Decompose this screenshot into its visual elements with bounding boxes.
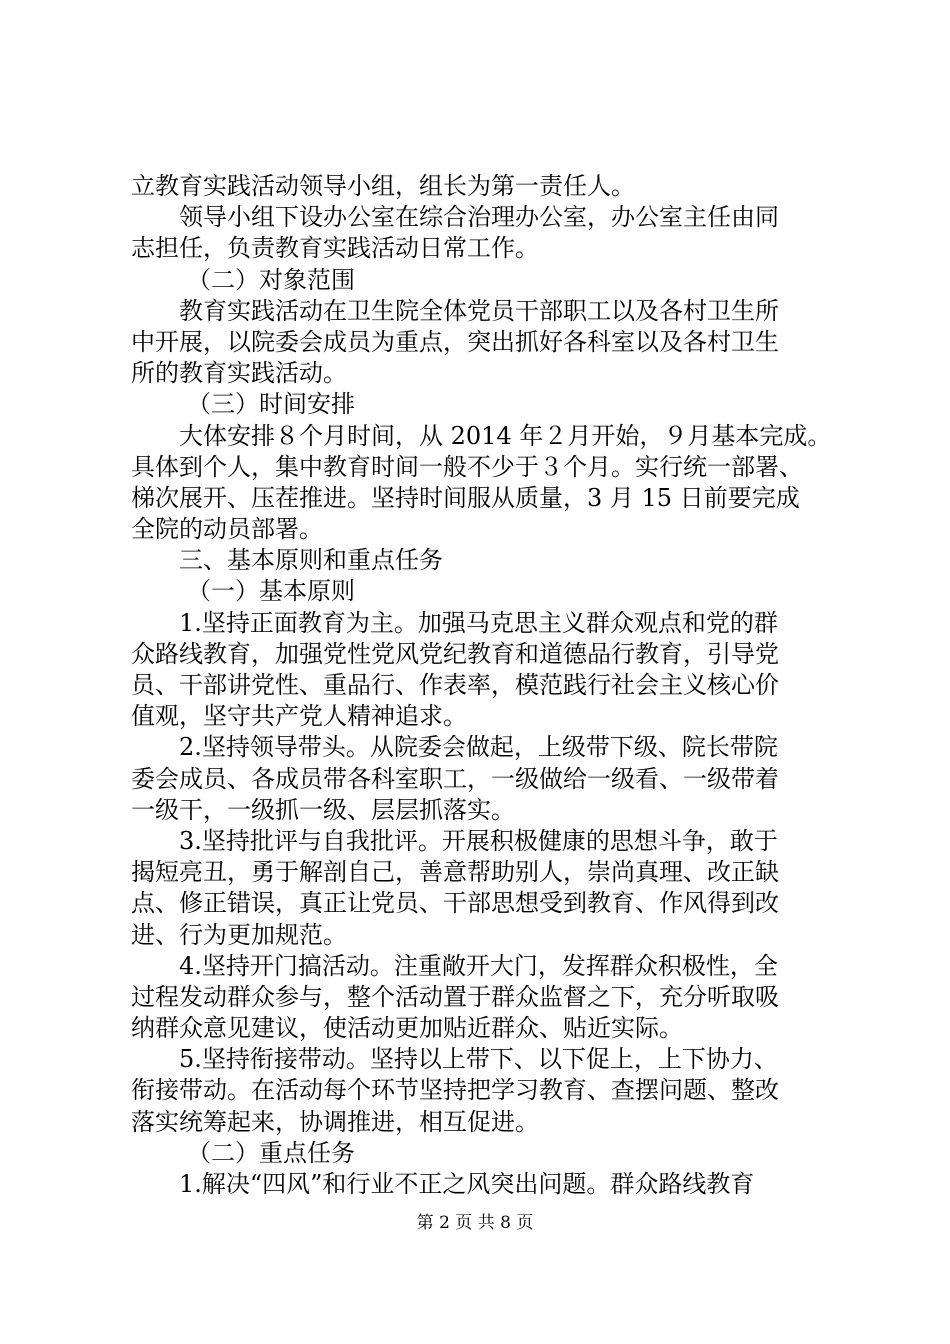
document-body xyxy=(131,171,831,1200)
text-line: 大体安排８个月时间，从 2014 年２月开始，９月基本完成。 xyxy=(179,421,831,450)
text-line: （三）时间安排 xyxy=(187,390,355,419)
text-line: 三、基本原则和重点任务 xyxy=(179,546,443,575)
text-line: 2.坚持领导带头。从院委会做起，上级带下级、院长带院 xyxy=(179,733,778,762)
text-line: 所的教育实践活动。 xyxy=(131,359,347,388)
text-line: 一级干，一级抓一级、层层抓落实。 xyxy=(131,795,515,824)
text-line: 衔接带动。在活动每个环节坚持把学习教育、查摆问题、整改 xyxy=(131,1076,779,1105)
text-line: 点、修正错误，真正让党员、干部思想受到教育、作风得到改 xyxy=(131,889,779,918)
text-line: 3.坚持批评与自我批评。开展积极健康的思想斗争，敢于 xyxy=(179,826,778,855)
text-line: 志担任，负责教育实践活动日常工作。 xyxy=(131,234,539,263)
text-line: 落实统筹起来，协调推进，相互促进。 xyxy=(131,1107,539,1136)
text-line: 领导小组下设办公室在综合治理办公室，办公室主任由同 xyxy=(179,203,779,232)
text-line: 值观，坚守共产党人精神追求。 xyxy=(131,702,467,731)
text-line: 具体到个人，集中教育时间一般不少于３个月。实行统一部署、 xyxy=(131,452,803,481)
text-line: 进、行为更加规范。 xyxy=(131,920,347,949)
text-line: 5.坚持衔接带动。坚持以上带下、以下促上，上下协力、 xyxy=(179,1045,778,1074)
text-line: 纳群众意见建议，使活动更加贴近群众、贴近实际。 xyxy=(131,1014,683,1043)
text-line: 4.坚持开门搞活动。注重敞开大门，发挥群众积极性，全 xyxy=(179,951,778,980)
text-line: 教育实践活动在卫生院全体党员干部职工以及各村卫生所 xyxy=(179,296,779,325)
text-line: 梯次展开、压茬推进。坚持时间服从质量，3 月 15 日前要完成 xyxy=(131,483,800,512)
text-line: （二）重点任务 xyxy=(187,1138,355,1167)
text-line: 揭短亮丑，勇于解剖自己，善意帮助别人，崇尚真理、改正缺 xyxy=(131,858,779,887)
text-line: 众路线教育，加强党性党风党纪教育和道德品行教育，引导党 xyxy=(131,639,779,668)
text-line: 1.坚持正面教育为主。加强马克思主义群众观点和党的群 xyxy=(179,608,778,637)
text-line: （二）对象范围 xyxy=(187,265,355,294)
text-line: 委会成员、各成员带各科室职工，一级做给一级看、一级带着 xyxy=(131,764,779,793)
text-line: 员、干部讲党性、重品行、作表率，模范践行社会主义核心价 xyxy=(131,671,779,699)
text-line: 过程发动群众参与，整个活动置于群众监督之下，充分听取吸 xyxy=(131,982,779,1011)
page-footer: 第 2 页 共 8 页 xyxy=(416,1213,534,1233)
text-line: （一）基本原则 xyxy=(187,577,355,606)
text-line: 全院的动员部署。 xyxy=(131,515,323,544)
text-line: 中开展，以院委会成员为重点，突出抓好各科室以及各村卫生 xyxy=(131,327,779,356)
text-line: 立教育实践活动领导小组，组长为第一责任人。 xyxy=(131,172,635,200)
text-line: 1.解决“四风”和行业不正之风突出问题。群众路线教育 xyxy=(179,1170,755,1198)
